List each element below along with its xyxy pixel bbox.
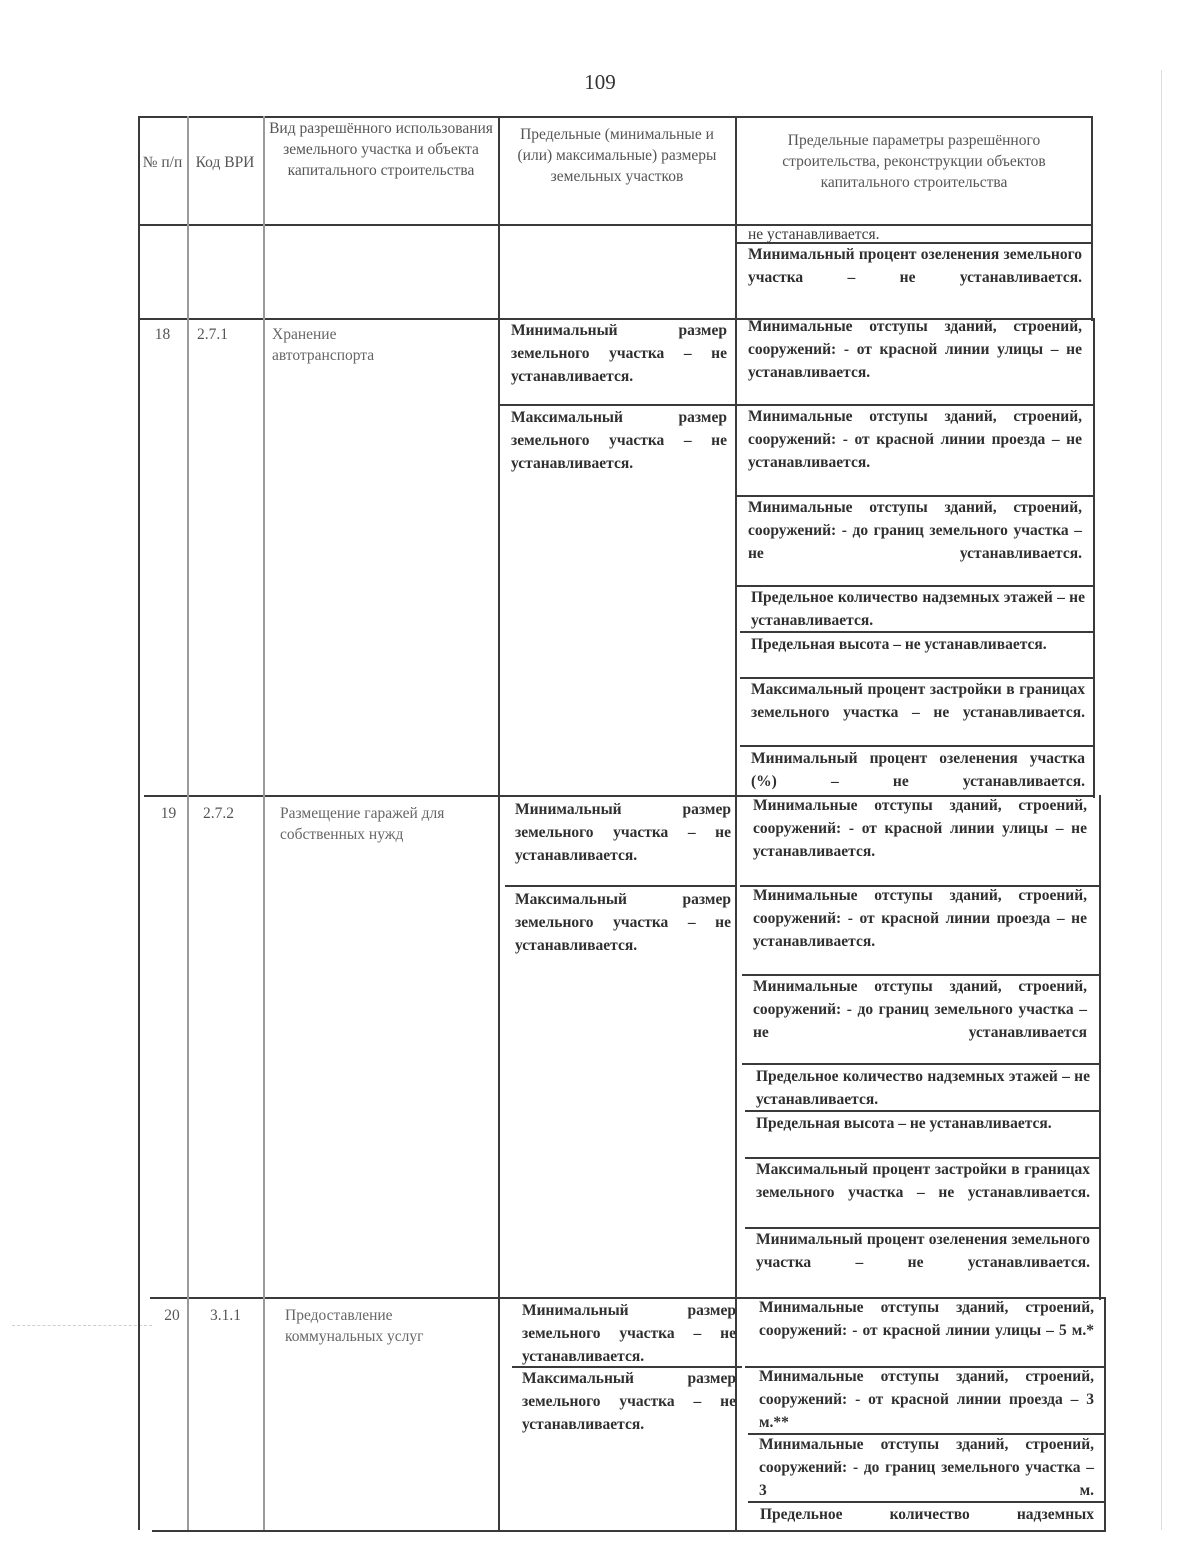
- row-19-param-height: Предельная высота – не устанавливается.: [756, 1115, 1052, 1132]
- row-20-min-size: Минимальный размер земельного участка – не устанавливается.: [522, 1302, 736, 1365]
- row-18-param-street-setback: Минимальные отступы зданий, строений, сооружений: - от красной линии улицы – не устанавливается.: [748, 318, 1082, 381]
- header-build-params: Предельные параметры разрешённого строительства, реконструкции объектов капитального строительства: [782, 132, 1046, 191]
- row-19-param-boundary-setback: Минимальные отступы зданий, строений, сооружений: - до границ земельного участка – не устанавливается: [753, 978, 1087, 1041]
- row-20-param-driveway-setback: Минимальные отступы зданий, строений, сооружений: - от красной линии проезда – 3 м.**: [759, 1368, 1094, 1431]
- row-20-number: 20: [164, 1307, 180, 1324]
- row-18-min-size: Минимальный размер земельного участка – не устанавливается.: [511, 322, 727, 385]
- row-19-min-size: Минимальный размер земельного участка – не устанавливается.: [515, 801, 731, 864]
- row-18-param-driveway-setback: Минимальные отступы зданий, строений, сооружений: - от красной линии проезда – не устанавливается.: [748, 408, 1082, 471]
- row-19-number: 19: [160, 805, 177, 822]
- row-19-param-floors: Предельное количество надземных этажей – не устанавливается.: [756, 1068, 1090, 1108]
- row-20-use-name: Предоставление коммунальных услуг: [285, 1307, 424, 1345]
- header-plot-sizes: Предельные (минимальные и (или) максимальные) размеры земельных участков: [517, 126, 717, 185]
- row-18-param-floors: Предельное количество надземных этажей – не устанавливается.: [751, 589, 1085, 629]
- row-18-param-boundary-setback: Минимальные отступы зданий, строений, сооружений: - до границ земельного участка – не устанавливается.: [748, 499, 1082, 562]
- row-19-param-street-setback: Минимальные отступы зданий, строений, сооружений: - от красной линии улицы – не устанавливается.: [753, 797, 1087, 860]
- scan-edge: [1161, 70, 1162, 1530]
- header-use-kind: Вид разрешённого использования земельного участка и объекта капитального строительства: [269, 120, 493, 179]
- row-19-max-size: Максимальный размер земельного участка – не устанавливается.: [515, 891, 731, 954]
- row-20-code: 3.1.1: [210, 1307, 241, 1324]
- row-18-code: 2.7.1: [197, 326, 228, 343]
- row-20-param-street-setback: Минимальные отступы зданий, строений, сооружений: - от красной линии улицы – 5 м.*: [759, 1299, 1094, 1339]
- row-18-number: 18: [154, 326, 171, 343]
- row-18-param-building-coverage: Максимальный процент застройки в границах земельного участка – не устанавливается.: [751, 681, 1085, 721]
- row-18-param-green-space: Минимальный процент озеленения участка (%) – не устанавливается.: [751, 750, 1085, 790]
- row-20-max-size: Максимальный размер земельного участка – не устанавливается.: [522, 1370, 736, 1433]
- page-number: 109: [584, 70, 616, 94]
- row-19-param-building-coverage: Максимальный процент застройки в границах земельного участка – не устанавливается.: [756, 1161, 1090, 1201]
- row-19-param-driveway-setback: Минимальные отступы зданий, строений, сооружений: - от красной линии проезда – не устанавливается.: [753, 887, 1087, 950]
- row-18-use-name: Хранение автотранспорта: [272, 326, 375, 364]
- carryover-param-1: не устанавливается.: [748, 226, 880, 243]
- row-19-use-name: Размещение гаражей для собственных нужд: [280, 805, 445, 843]
- row-18-max-size: Максимальный размер земельного участка – не устанавливается.: [511, 409, 727, 472]
- row-19-param-green-space: Минимальный процент озеленения земельного участка – не устанавливается.: [756, 1231, 1090, 1271]
- row-20-param-floors: Предельное количество надземных: [760, 1506, 1094, 1523]
- row-18-param-height: Предельная высота – не устанавливается.: [751, 636, 1047, 653]
- header-number: № п/п: [142, 154, 183, 171]
- row-20-param-boundary-setback: Минимальные отступы зданий, строений, сооружений: - до границ земельного участка – 3 м.: [759, 1436, 1094, 1499]
- scan-artifact: [12, 1325, 152, 1326]
- row-19-code: 2.7.2: [203, 805, 234, 822]
- header-code: Код ВРИ: [195, 154, 255, 171]
- carryover-param-2: Минимальный процент озеленения земельного участка – не устанавливается.: [748, 246, 1082, 286]
